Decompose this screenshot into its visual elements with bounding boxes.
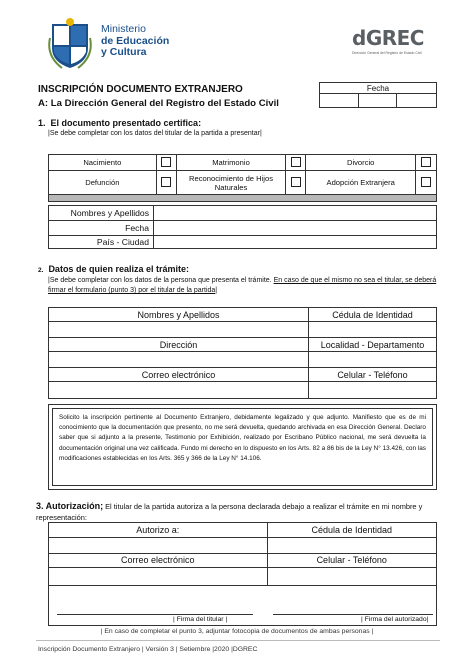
signature-titular[interactable]: [57, 597, 253, 615]
option-label: Matrimonio: [176, 155, 286, 171]
checkbox-nacimiento[interactable]: [161, 157, 171, 167]
section2-note: [48, 276, 440, 296]
field-label: Nombres y Apellidos: [49, 206, 154, 221]
signature-titular-label: | Firma del titular |: [173, 616, 228, 623]
column-header: Correo electrónico: [49, 368, 309, 382]
signature-autorizado[interactable]: [273, 597, 433, 615]
correo-input[interactable]: [49, 382, 309, 399]
document-subtitle: A: La Dirección General del Registro del Estado Civil: [38, 98, 279, 109]
section1-heading-text: El documento presentado certifica:: [50, 118, 202, 128]
dgrec-subtitle: Dirección General del Registro de Estado Civil: [352, 51, 422, 55]
declaration-inner: [52, 408, 433, 486]
column-header: Autorizo a:: [49, 523, 267, 537]
table-separator: [49, 195, 437, 202]
section2-note-plain: |Se debe completar con los datos de la persona que presenta el trámite.: [48, 277, 274, 284]
autorizacion-table: [49, 523, 436, 586]
declaration-box: [48, 404, 437, 490]
field-label: País - Ciudad: [49, 236, 154, 249]
section2-number: 2.: [38, 267, 44, 274]
checkbox-defuncion[interactable]: [161, 177, 171, 187]
section3-text: [36, 501, 440, 523]
checkbox-cell: [416, 155, 437, 171]
checkbox-divorcio[interactable]: [421, 157, 431, 167]
fecha-field[interactable]: [154, 221, 437, 236]
nombres-field[interactable]: [154, 206, 437, 221]
checkbox-adopcion[interactable]: [421, 177, 431, 187]
checkbox-cell: [156, 155, 176, 171]
column-header: Cédula de Identidad: [309, 308, 437, 322]
section3-body: El titular de la partida autoriza a la persona declarada debajo a realizar el trámite en mi nombre y representación:: [36, 502, 423, 522]
celular-input[interactable]: [309, 382, 437, 399]
column-header: Nombres y Apellidos: [49, 308, 309, 322]
checkbox-reconocimiento[interactable]: [291, 177, 301, 187]
checkbox-matrimonio[interactable]: [291, 157, 301, 167]
checkbox-cell: [156, 171, 176, 195]
field-label: Fecha: [49, 221, 154, 236]
fecha-year-field[interactable]: [397, 94, 437, 108]
column-header: Cédula de Identidad: [267, 523, 436, 537]
column-header: Celular - Teléfono: [267, 553, 436, 567]
fecha-table: [319, 82, 437, 108]
ministry-line-3: y Cultura: [101, 46, 147, 58]
section2-heading-text: Datos de quien realiza el trámite:: [48, 264, 189, 274]
pais-ciudad-field[interactable]: [154, 236, 437, 249]
section1-heading: [38, 118, 201, 128]
section2-heading: [38, 264, 189, 274]
dgrec-logo-icon: dGREC: [352, 26, 424, 50]
direccion-input[interactable]: [49, 352, 309, 368]
column-header: Correo electrónico: [49, 553, 267, 567]
localidad-input[interactable]: [309, 352, 437, 368]
ministry-logo: [48, 18, 178, 70]
option-label: Reconocimiento de Hijos Naturales: [176, 171, 286, 195]
fecha-label: Fecha: [320, 83, 437, 94]
autorizacion-box: [48, 522, 437, 626]
footer-divider: [36, 640, 440, 641]
signature-autorizado-label: | Firma del autorizado|: [361, 616, 429, 623]
titular-table: [48, 205, 437, 249]
document-title: INSCRIPCIÓN DOCUMENTO EXTRANJERO: [38, 84, 243, 95]
section3-heading: Autorización;: [45, 501, 104, 511]
cedula-autorizado-input[interactable]: [267, 537, 436, 553]
autorizo-input[interactable]: [49, 537, 267, 553]
section2-note-underlined: En caso de que el mismo no sea el titular, se deberá firmar el formulario (punto 3) por el titular de la partida: [48, 277, 437, 294]
dgrec-logo: [352, 26, 432, 64]
checkbox-cell: [416, 171, 437, 195]
cedula-input[interactable]: [309, 322, 437, 338]
footer-note: | En caso de completar el punto 3, adjuntar fotocopia de documentos de ambas personas |: [100, 628, 374, 635]
fecha-month-field[interactable]: [358, 94, 397, 108]
checkbox-cell: [286, 155, 306, 171]
option-label: Defunción: [49, 171, 157, 195]
celular-autorizado-input[interactable]: [267, 567, 436, 585]
nombres-input[interactable]: [49, 322, 309, 338]
correo-autorizado-input[interactable]: [49, 567, 267, 585]
checkbox-cell: [286, 171, 306, 195]
uruguay-coat-of-arms-icon: [48, 18, 92, 70]
tramite-table: [48, 307, 437, 399]
column-header: Localidad - Departamento: [309, 338, 437, 352]
section1-note: |Se debe completar con los datos del titular de la partida a presentar|: [48, 130, 262, 137]
fecha-day-field[interactable]: [320, 94, 359, 108]
ministry-line-1: Ministerio: [101, 23, 146, 35]
option-label: Adopción Extranjera: [306, 171, 416, 195]
ministry-line-2: de Educación: [101, 34, 170, 47]
footer-version: Inscripción Documento Extranjero | Versión 3 | Setiembre |2020 |DGREC: [38, 646, 258, 653]
column-header: Celular - Teléfono: [309, 368, 437, 382]
certifica-table: [48, 154, 437, 202]
section1-number: 1.: [38, 118, 46, 128]
declaration-text: Solicito la inscripción pertinente al Documento Extranjero, debidamente legalizado y que adjunto. Manifiesto que es de mi conocimiento que la documentación que presento, no me será devuelta, quedando archivada en esa Dirección General. Declaro saber que si adjunto a la presente, Testimonio por Exhibición, realizado por Escribano Público nacional, me será devuelta la documentación original una vez calificada. Fundo mi derecho en lo dispuesto en los Arts. 82 a 86 bis de la Ley N° 13.426, con las modificaciones establecidas en los Arts. 365 y 366 de la Ley N° 14.106.: [59, 414, 426, 462]
section3-number: 3.: [36, 501, 44, 511]
option-label: Nacimiento: [49, 155, 157, 171]
section2-note-end: |: [215, 287, 218, 294]
option-label: Divorcio: [306, 155, 416, 171]
column-header: Dirección: [49, 338, 309, 352]
